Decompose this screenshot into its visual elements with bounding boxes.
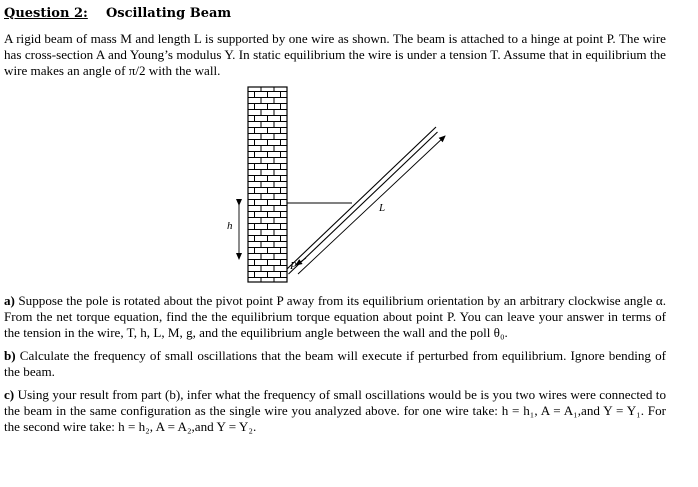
question-title: Oscillating Beam <box>105 6 232 21</box>
pivot-label: P <box>290 260 297 272</box>
length-arrow <box>298 136 445 274</box>
problem-intro: A rigid beam of mass M and length L is supported by one wire as shown. The beam is attached to a hinge at point P. The wire has cross-section A and Young’s modulus Y. In static equilibrium the wire is under a tension T. Assume that in equilibrium the wire makes an angle of π/2 with the wall. <box>4 31 666 78</box>
question-heading <box>4 6 666 22</box>
part-b-text: Calculate the frequency of small oscillations that the beam will execute if perturbed from equilibrium. Ignore bending of the beam. <box>4 348 666 379</box>
length-label: L <box>379 202 386 214</box>
part-c-label: c) <box>4 387 15 402</box>
beam-diagram <box>4 85 666 287</box>
part-c <box>4 387 666 435</box>
part-b <box>4 348 666 380</box>
part-a-text: Suppose the pole is rotated about the pivot point P away from its equilibrium orientation by an arbitrary clockwise angle α. From the net torque equation, find the the equilibrium torque equation about point P. You can leave your answer in terms of the tension in the wire, T, h, L, M, g, and the equilibrium angle between the wall and the poll θ₀. <box>4 293 666 340</box>
brick-wall <box>248 87 287 282</box>
height-label: h <box>227 220 233 232</box>
part-c-text: Using your result from part (b), infer what the frequency of small oscillations would be is you two wires were connected to the beam in the same configuration as the single wire you analyzed above. for one wire take: h = h₁, A = A₁,and Y = Y₁. For the second wire take: h = h₂, A = A₂,and Y = Y₂. <box>4 387 666 434</box>
part-b-label: b) <box>4 348 16 363</box>
question-number: Question 2: <box>4 6 88 21</box>
part-a <box>4 293 666 341</box>
beam-figure <box>4 85 666 287</box>
part-a-label: a) <box>4 293 15 308</box>
problem-page <box>4 6 666 435</box>
rigid-beam <box>287 127 438 274</box>
